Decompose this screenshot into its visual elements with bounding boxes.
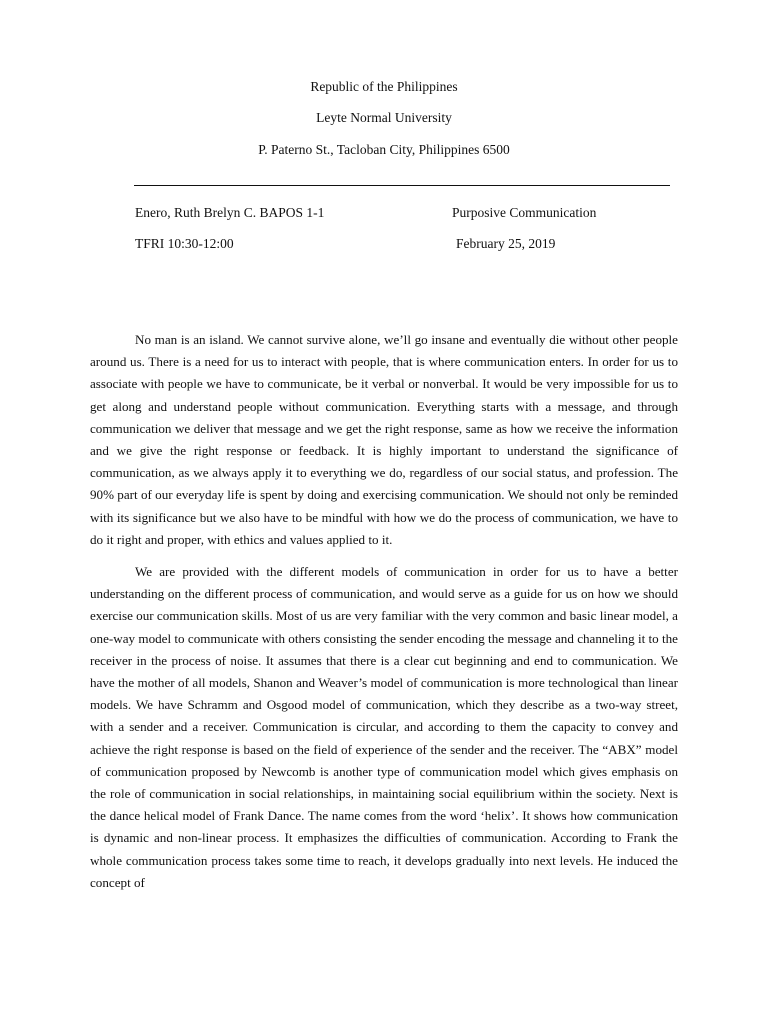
essay-paragraph-2: We are provided with the different models of communication in order for us to have a better understanding on the different process of communication, and would serve as a guide for us on how we should exercise our communication skills. Most of us are very familiar with the very common and basic linear model, a one-way model to communicate with others consisting the sender encoding the message and channeling it to the receiver in the process of noise. It assumes that there is a clear cut beginning and end to communication. We have the mother of all models, Shanon and Weaver’s model of communication is more technological than linear models. We have Schramm and Osgood model of communication, which they describe as a two-way street, with a sender and a receiver. Communication is circular, and according to them the capacity to convey and achieve the right response is based on the field of experience of the sender and the receiver. The “ABX” model of communication proposed by Newcomb is another type of communication model which gives emphasis on the role of communication in social relationships, in maintaining social equilibrium within the society. Next is the dance helical model of Frank Dance. The name comes from the word ‘helix’. It shows how communication is dynamic and non-linear process. It emphasizes the difficulties of communication. According to Frank the whole communication process takes some time to reach, it develops gradually into next levels. He induced the concept of (90, 564, 678, 890)
student-name-course: Enero, Ruth Brelyn C. BAPOS 1-1 (135, 205, 325, 220)
header-university: Leyte Normal University (316, 110, 452, 125)
class-schedule: TFRI 10:30-12:00 (135, 236, 234, 251)
header-country: Republic of the Philippines (310, 79, 458, 94)
header-divider (134, 185, 670, 186)
header-address: P. Paterno St., Tacloban City, Philippines 6500 (258, 142, 510, 157)
essay-body (90, 329, 678, 904)
submission-date: February 25, 2019 (456, 236, 556, 251)
subject-name: Purposive Communication (452, 205, 597, 220)
essay-paragraph-1: No man is an island. We cannot survive alone, we’ll go insane and eventually die without other people around us. There is a need for us to interact with people, that is where communication enters. In order for us to associate with people we have to communicate, be it verbal or nonverbal. It would be very impossible for us to get along and understand people without communication. Everything starts with a message, and through communication we deliver that message and we get the right response, same as how we receive the information and we give the right response or feedback. It is highly important to understand the significance of communication, as we always apply it to everything we do, regardless of our social status, and profession. The 90% part of our everyday life is spent by doing and exercising communication. We should not only be reminded with its significance but we also have to be mindful with how we do the process of communication, we have to do it right and proper, with ethics and values applied to it. (90, 332, 678, 547)
